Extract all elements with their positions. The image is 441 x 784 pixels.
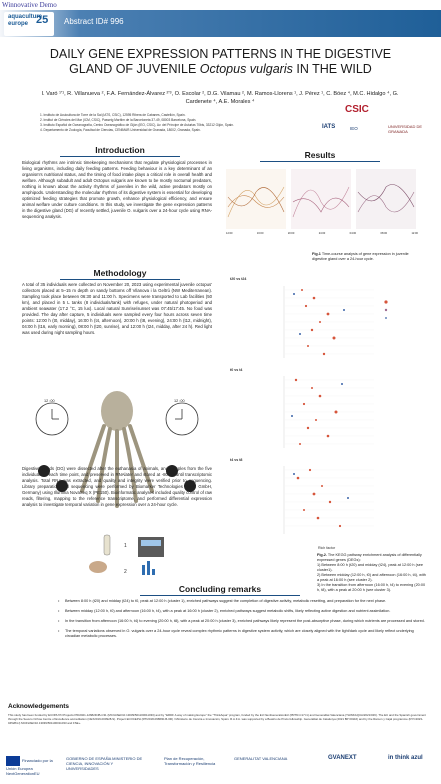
affiliations bbox=[40, 113, 310, 133]
dg-text: Digestive glands (DG) were dissected after the euthanasia of animals, and samples from the five individuals at each time point, and preserved in RNAlater and stored at -80 °C until transcriptomic analysis. Total RNA was extracted, and quality and integrity were verified prior to sequencing. Library preparation and sequencing were performed by Biomarker Technologies (BMK GmbH, Germany) using Illumina NovaSeq X (PE150). Bioinformatic analyses included quality control of raw reads, filtering, mapping to the reference transcriptome, and performed differential expression analysis to investigate temporal variation in gene expression over a 24-hour cycle. bbox=[22, 466, 212, 507]
methodology-rule bbox=[60, 279, 180, 280]
clock-right-label: 12 :00 bbox=[174, 399, 185, 403]
sun-clock-icon bbox=[36, 403, 68, 435]
poster-title bbox=[20, 47, 421, 77]
concluding-bullets bbox=[58, 599, 428, 644]
tube-icon bbox=[104, 535, 110, 555]
kegg-legend bbox=[384, 300, 387, 319]
fig1-caption-text: Time-course analysis of gene expression in juvenile digestive gland over a 24-hour cycle. bbox=[312, 252, 409, 261]
barplot-icon bbox=[142, 561, 155, 575]
results-heading: Results bbox=[304, 150, 336, 160]
fig2-caption-bold: Fig.2. bbox=[317, 553, 327, 557]
fig1-caption bbox=[312, 252, 422, 262]
title-species: Octopus vulgaris bbox=[199, 62, 293, 76]
step-1-label: 1 bbox=[124, 543, 127, 549]
kegg-xlabel: Rich factor bbox=[318, 546, 336, 550]
cluster-panel-3 bbox=[356, 169, 416, 229]
funder-spain: GOBIERNO DE ESPAÑA MINISTERIO DE CIENCIA, INNOVACIÓN Y UNIVERSIDADES bbox=[66, 756, 143, 771]
watermark: Winnovative Demo bbox=[2, 1, 57, 9]
fig2-caption-line1: 1) Between 8:00 h (t20) and midday (t24), peak at 12:00 h (see cluster1). bbox=[317, 563, 423, 572]
tick-6: 12:00 bbox=[411, 232, 418, 235]
csic-logo: CSIC bbox=[345, 104, 369, 115]
ugr-logo: UNIVERSIDAD DE GRANADA bbox=[388, 124, 423, 134]
clock-left-label: 12 :00 bbox=[44, 399, 55, 403]
iats-logo: IATS bbox=[322, 124, 336, 130]
cluster-panel-1 bbox=[226, 169, 286, 229]
kegg-enrichment-figure bbox=[224, 272, 419, 552]
fig2-caption-line0 bbox=[317, 553, 427, 563]
introduction-heading: Introduction bbox=[95, 145, 145, 155]
affiliation-3: 3. Instituto Español de Oceanografía, Centro Oceanográfico de Gijón (IEO, CSIC), Av. del Príncipe de Asturias 70bis, 33212 Gijón, Spain. bbox=[40, 123, 234, 127]
kegg-panel-2 bbox=[284, 376, 374, 448]
timeline-ticks bbox=[226, 231, 418, 236]
concluding-bullet-3: • In the transition from afternoon (16:00 h, t4) to evening (20:00 h, t8), with a peak at 20:00 h (cluster 3), enriched pathways likely represent the post-absorptive phase, during which nutrients are processed and stored. bbox=[58, 619, 428, 624]
funder-eu bbox=[6, 756, 60, 776]
tick-3: 24:00 bbox=[318, 232, 326, 235]
moon-clock-icon bbox=[166, 403, 198, 435]
fig1-caption-bold: Fig.1 bbox=[312, 252, 321, 256]
tick-5: 08:00 bbox=[380, 232, 388, 235]
cluster-panel-2 bbox=[291, 169, 351, 229]
ack-text: This study has been funded by ECOPHYN Projects PID2021-126824NB-C31 (MCIU/AEI/10.13039/501100011033) and by "ERDF A way of making Europe" the "ThinkAqua" program, funded by the EU NextGenerationEU (PRTR-C17.I1) and Generalitat Valenciana (THINKAQUA/2021/026). The EU and the Spanish government through the Severo Ochoa Centre of Excellence accreditation (CEX2019-000928-S). Project ECOCEPH (RTI2018-098690-B-I00) / Ministerio de Ciencia e Innovación, Spain. R.A.F.A. was supported by a Beatriu de Pinós fellowship. Generalitat de Catalunya (2021 BP 00116) and by the Ramon y Cajal programme (RYC2023-045284-I) MCIN/AEI/10.13039/501100011033 and FSE+. bbox=[8, 713, 426, 725]
tick-2: 20:00 bbox=[287, 232, 295, 235]
logo-line2: europe bbox=[8, 21, 29, 27]
title-line2-c: IN THE WILD bbox=[292, 62, 372, 76]
ack-heading: Acknowledgements bbox=[8, 703, 70, 710]
concluding-bullet-1: • Between 8:00 h (t20) and midday (t24) to t0, peak at 12:00 h (cluster 1), enriched pathways suggest the completion of digestive activity, metabolic resetting, and preparation for the next phase. bbox=[58, 599, 428, 604]
tick-1: 16:00 bbox=[256, 232, 264, 235]
kegg-title-2: t0 vs t4 bbox=[230, 368, 243, 372]
affiliation-1: 1. Instituto de Acuicultura de Torre de la Sal (IATS, CSIC), 12595 Ribera de Cabanes, Castellón, Spain. bbox=[40, 113, 186, 117]
title-line2-a: GLAND OF JUVENILE bbox=[69, 62, 200, 76]
funder-gvanext: GVANEXT bbox=[328, 755, 357, 761]
tick-0: 12:00 bbox=[226, 232, 233, 235]
concluding-bullet-4: • The temporal variations observed in O. vulgaris over a 24-hour cycle reveal complex rhythmic patterns in digestive system activity, which are closely aligned with the light/dark cycle and likely reflect underlying circadian metabolic processes. bbox=[58, 629, 428, 639]
logo-line1: aquaculture bbox=[8, 14, 43, 20]
concluding-rule bbox=[140, 595, 300, 596]
title-line2 bbox=[20, 62, 421, 77]
introduction-text: Biological rhythms are intrinsic timekeeping mechanisms that regulate physiological processes in living organisms, including daily feeding patterns. Feeding behaviour is a key determinant of an organism's nutritional status, and the timing of food intake plays a critical role in overall health and welfare. Although subadult and adult Octopus vulgaris are known to be mostly nocturnal predators, nothing is known about the activity rhythms of juveniles in the wild, active predators mostly on amphipods. Understanding the molecular rhythms of its digestive system is essential for developing optimized feeding strategies that promote growth, enhance physiological efficiency, and ensure animal welfare under culture conditions. In this study, we investigate the gene expression patterns in the digestive gland (DG) of recently settled, juvenile O. vulgaris over a 24-hour cycle using RNA-sequencing analysis. bbox=[22, 160, 212, 219]
step-2-label: 2 bbox=[124, 569, 127, 575]
dg-workflow-figure bbox=[86, 529, 172, 581]
fig2-caption-line2: 2) Between midday (12:00 h, t0) and afternoon (16:00 h, t4), with a peak at 16:00 h (see cluster 2). bbox=[317, 573, 426, 582]
sequencer-icon bbox=[138, 537, 164, 557]
kegg-title-3: t4 vs t8 bbox=[230, 458, 243, 462]
fig2-caption-line3: 3) In the transition from afternoon (16:00 h, t4) to evening (20:00 h, t8), with a peak at 20:00 h (see cluster 3). bbox=[317, 583, 426, 592]
title-line1: DAILY GENE EXPRESSION PATTERNS IN THE DIGESTIVE bbox=[49, 47, 392, 61]
methodology-heading: Methodology bbox=[93, 268, 147, 278]
concluding-bullet-2: • Between midday (12:00 h, t0) and afternoon (16:00 h, t4), with a peak at 16:00 h (cluster 2), enriched pathways suggest metabolic shifts, likely reflecting active digestion and nutrient assimilation. bbox=[58, 609, 428, 614]
funder-eu-label: Financiado por la Unión Europea NextGenerationEU bbox=[6, 758, 53, 776]
results-rule bbox=[260, 161, 380, 162]
fig2-caption-line0-text: The KEGG pathway enrichment analysis of differentially expressed genes (DEGs): bbox=[317, 553, 422, 562]
abstract-id: Abstract ID# 996 bbox=[64, 17, 124, 26]
introduction-rule bbox=[60, 156, 180, 157]
concluding-heading: Concluding remarks bbox=[178, 584, 262, 594]
funder-recovery: Plan de Recuperación, Transformación y Resiliencia bbox=[164, 756, 216, 766]
kegg-panel-1 bbox=[284, 286, 374, 358]
affiliation-2: 2. Institut de Ciències del Mar (ICM, CSIC), Passeig Marítim de la Barceloneta 37-49, 08003 Barcelona, Spain. bbox=[40, 118, 197, 122]
affiliation-4: 4. Departamento de Zoología, Facultad de Ciencias, CENIMAR-Universidad de Granada, 18002, Granada, Spain. bbox=[40, 128, 201, 132]
dissection-icon bbox=[89, 561, 107, 573]
authors: I. Varó ¹ʼ¹, R. Villanueva ², F.A. Fernández-Álvarez ²ʼ³, O. Escolar ², D.G. Vilamau ², M. Ramos-Llorens ¹, J. Pérez ¹, C. Bóez ⁴, M.C. Hidalgo ⁴, G. Cardenete ⁴, A.E. Morales ⁴ bbox=[41, 91, 399, 105]
funder-thinkazul: in think azul bbox=[388, 755, 423, 761]
tick-4: 04:00 bbox=[349, 232, 357, 235]
kegg-title-1: t20 vs t24 bbox=[230, 277, 247, 281]
funder-gva: GENERALITAT VALENCIANA bbox=[234, 756, 288, 761]
ieo-logo: IEO bbox=[350, 126, 358, 131]
conference-logo-number: 25 bbox=[36, 14, 49, 26]
methodology-text: A total of 35 individuals were collected on November 20, 2023 using experimental juvenile octopus' collectors placed at 5–15 m depth on sandy bottoms off Vilanova i la Geltrú (NW Mediterranean). Sampling took place between 06:30 and 11:00 h. Specimens were transported to Lab facilities (50 km), and placed in 5 L tanks (8 individuals/tank) with refuges, under natural photoperiod and ambient seawater (17.2 °C, 15 lux). Local natural Sunrise/sunset was 07:45/17:45. No food was provided. The day after capture, 5 individuals were sampled every four hours across seven time points: 12:00 h (t0, midday), 16:00 h (t4, afternoon), 20:00 h (t8, evening), 24:00 h (t12, midnight), 04:00 h (t16, early morning), 08:00 h (t20, sunrise), and 12:00 h (t24, midday, after 24 h). Red light was used during night sampling hours. bbox=[22, 282, 212, 335]
eu-flag-icon bbox=[6, 756, 20, 766]
kegg-panel-3 bbox=[284, 466, 374, 534]
fig2-caption bbox=[317, 553, 427, 593]
